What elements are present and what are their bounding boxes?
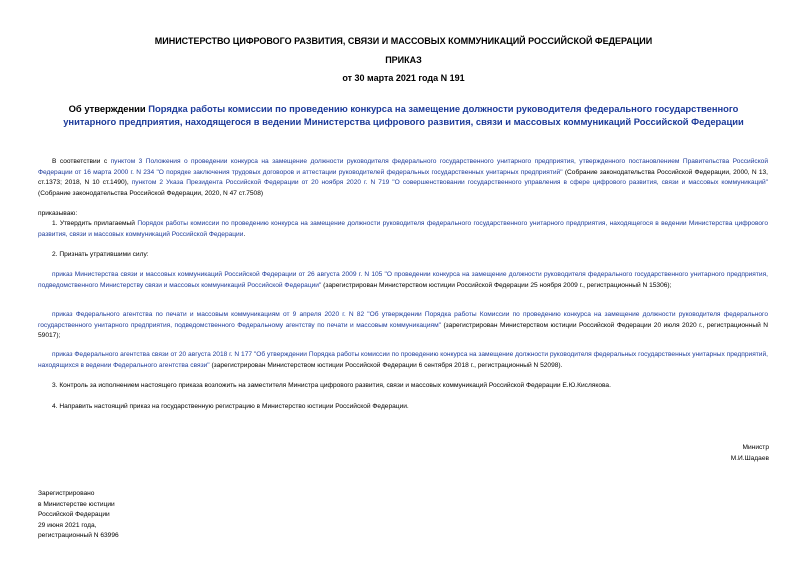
title-prefix: Об утверждении [68, 103, 149, 114]
item-4-paragraph: 4. Направить настоящий приказ на государственную регистрацию в Министерство юстиции Российской Федерации. [52, 403, 409, 410]
registration-line-4: 29 июня 2021 года, [38, 521, 97, 529]
title-link[interactable]: Порядка работы комиссии по проведению конкурса на замещение должности руководителя федерального государственного унитарного предприятия, находящегося в ведении Министерства цифрового развития, связи и массовых коммуникаций Российской Федерации [63, 103, 744, 127]
item-1-end: . [243, 230, 246, 238]
repeal-2-paragraph [38, 310, 768, 342]
registration-block [38, 489, 119, 542]
preamble-text-2: (Собрание законодательства Российской Федерации, 2000, N 13, ст.1373; 2018, N 10 ст.1490), [38, 168, 768, 187]
repeal-3-link[interactable]: приказ Федерального агентства связи от 20 августа 2018 г. N 177 "Об утверждении Порядка работы комиссии по проведению конкурса на замещение должности руководителя федеральных государственных унитарных предприятий, находящихся в ведении Федерального агентства связи" [38, 351, 768, 369]
preamble-text-1: В соответствии с [52, 158, 111, 165]
registration-line-3: Российской Федерации [38, 511, 110, 519]
repeal-2-text: (зарегистрирован Министерством юстиции Российской Федерации 20 июля 2020 г., регистрационный N 59017); [38, 321, 768, 340]
ministry-heading: МИНИСТЕРСТВО ЦИФРОВОГО РАЗВИТИЯ, СВЯЗИ И МАССОВЫХ КОММУНИКАЦИЙ РОССИЙСКОЙ ФЕДЕРАЦИИ [154, 36, 653, 46]
document-title [50, 102, 757, 128]
repeal-1-paragraph [38, 270, 768, 291]
orders-line: приказываю: [38, 210, 78, 217]
item-1-paragraph [38, 219, 768, 240]
item-1-link[interactable]: Порядок работы комиссии по проведению конкурса на замещение должности руководителя федерального государственного унитарного предприятия, находящегося в ведении Министерства цифрового развития, связи и массовых коммуникаций Российской Федерации [38, 220, 768, 238]
repeal-1-text: (зарегистрирован Министерством юстиции Российской Федерации 25 ноября 2009 г., регистрационный N 15306); [321, 281, 672, 289]
registration-line-1: Зарегистрировано [38, 490, 95, 497]
preamble-text-3: (Собрание законодательства Российской Федерации, 2020, N 47 ст.7508) [38, 189, 264, 197]
repeal-1-link[interactable]: приказ Министерства связи и массовых коммуникаций Российской Федерации от 26 августа 2009 г. N 105 "О проведении конкурса на замещение должности руководителя федерального государственного унитарного предприятия, подведомственного Министерству связи и массовых коммуникаций Российской Федерации" [38, 271, 768, 289]
repeal-2-link[interactable]: приказ Федерального агентства по печати и массовым коммуникациям от 9 апреля 2020 г. N 82 "Об утверждении Порядка работы Комиссии по проведению конкурса на замещение должности руководителя федерального государственного унитарного предприятия, подведомственного Федеральному агентству по печати и массовым коммуникациям" [38, 311, 768, 329]
repeal-3-paragraph [38, 350, 768, 371]
registration-line-5: регистрационный N 63996 [38, 532, 119, 540]
signature-block [731, 443, 769, 464]
document-date-number: от 30 марта 2021 года N 191 [342, 73, 465, 83]
document-type: ПРИКАЗ [385, 55, 422, 65]
signature-name: М.И.Шадаев [730, 454, 769, 462]
preamble-link-2[interactable]: пунктом 2 Указа Президента Российской Федерации от 20 ноября 2020 г. N 719 "О совершенствовании государственного управления в сфере цифрового развития, связи и массовых коммуникаций" [131, 179, 768, 187]
repeal-3-text: (зарегистрирован Министерством юстиции Российской Федерации 6 сентября 2018 г., регистрационный N 52098). [209, 361, 563, 369]
registration-line-2: в Министерстве юстиции [38, 500, 115, 508]
item-1-text: 1. Утвердить прилагаемый [52, 220, 138, 227]
preamble-link-1[interactable]: пунктом 3 Положения о проведении конкурса на замещение должности руководителя федерального государственного унитарного предприятия, утвержденного постановлением Правительства Российской Федерации от 16 марта 2000 г. N 234 "О порядке заключения трудовых договоров и аттестации руководителей федеральных государственных унитарных предприятий" [38, 158, 769, 176]
item-2-paragraph: 2. Признать утратившими силу: [52, 251, 149, 258]
signature-position: Министр [742, 444, 769, 451]
preamble-paragraph [38, 157, 768, 199]
item-3-paragraph: 3. Контроль за исполнением настоящего приказа возложить на заместителя Министра цифрового развития, связи и массовых коммуникаций Российской Федерации Е.Ю.Кислякова. [52, 382, 611, 389]
